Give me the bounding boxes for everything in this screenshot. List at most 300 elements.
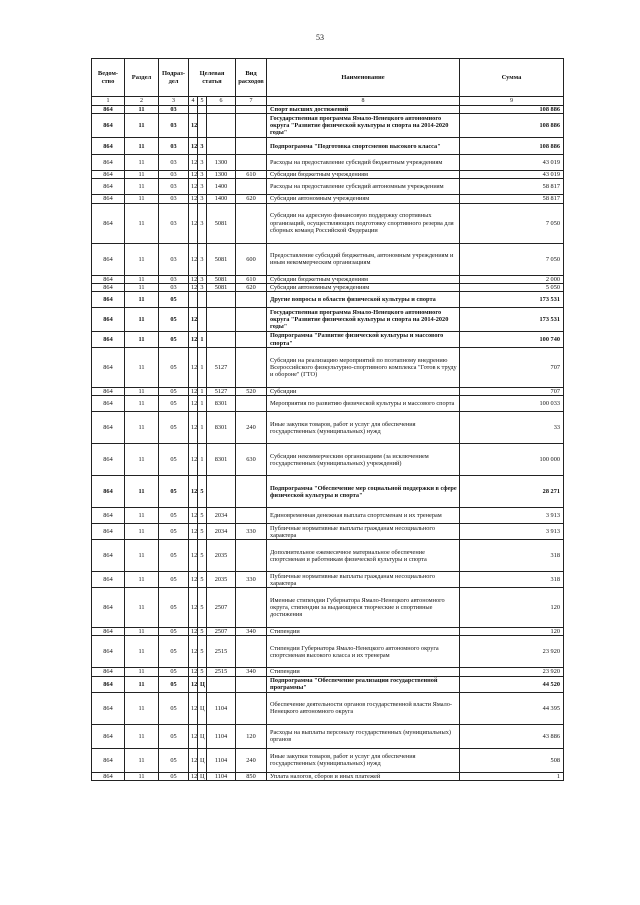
table-row: [92, 692, 564, 724]
cell-podrazdel: 05: [159, 524, 189, 540]
header-vid-rashodov: Вид расходов: [236, 59, 267, 97]
cell-razdel: 11: [125, 275, 159, 283]
cell-subprogram: 1: [198, 388, 207, 396]
cell-vedomstvo: 864: [92, 508, 125, 524]
cell-direction: 2515: [207, 636, 236, 668]
cell-direction: 2515: [207, 668, 236, 676]
column-number: 4: [189, 97, 198, 106]
cell-subprogram: 3: [198, 138, 207, 155]
cell-naimenovanie: Расходы на предоставление субсидий бюджетным учреждениям: [267, 155, 460, 171]
cell-program: 12: [189, 628, 198, 636]
cell-vedomstvo: 864: [92, 348, 125, 388]
cell-vid-rashodov: 610: [236, 171, 267, 179]
table-row: [92, 106, 564, 114]
cell-vedomstvo: 864: [92, 138, 125, 155]
cell-subprogram: [198, 114, 207, 138]
cell-vedomstvo: 864: [92, 106, 125, 114]
column-number: 7: [236, 97, 267, 106]
cell-program: 12: [189, 772, 198, 780]
cell-program: 12: [189, 195, 198, 203]
column-number: 9: [460, 97, 564, 106]
cell-vid-rashodov: [236, 636, 267, 668]
cell-vid-rashodov: [236, 396, 267, 412]
cell-vid-rashodov: 620: [236, 283, 267, 291]
cell-subprogram: 3: [198, 171, 207, 179]
cell-direction: [207, 332, 236, 348]
cell-subprogram: 3: [198, 243, 207, 275]
cell-podrazdel: 05: [159, 292, 189, 308]
cell-razdel: 11: [125, 476, 159, 508]
cell-subprogram: 3: [198, 179, 207, 195]
cell-subprogram: 5: [198, 636, 207, 668]
cell-podrazdel: 05: [159, 308, 189, 332]
cell-razdel: 11: [125, 748, 159, 772]
table-row: [92, 412, 564, 444]
cell-subprogram: 5: [198, 508, 207, 524]
cell-subprogram: Ц: [198, 692, 207, 724]
table-row: [92, 171, 564, 179]
cell-summa: 58 817: [460, 179, 564, 195]
cell-direction: [207, 676, 236, 692]
cell-podrazdel: 05: [159, 540, 189, 572]
column-number: 5: [198, 97, 207, 106]
table-row: [92, 396, 564, 412]
cell-podrazdel: 03: [159, 275, 189, 283]
cell-vid-rashodov: 600: [236, 243, 267, 275]
cell-direction: [207, 106, 236, 114]
cell-summa: 44 520: [460, 676, 564, 692]
cell-program: 12: [189, 308, 198, 332]
cell-subprogram: 1: [198, 348, 207, 388]
cell-vedomstvo: 864: [92, 412, 125, 444]
cell-summa: 28 271: [460, 476, 564, 508]
cell-vid-rashodov: 610: [236, 275, 267, 283]
cell-vid-rashodov: 620: [236, 195, 267, 203]
cell-subprogram: Ц: [198, 724, 207, 748]
cell-vedomstvo: 864: [92, 155, 125, 171]
cell-summa: 108 886: [460, 138, 564, 155]
cell-naimenovanie: Стипендии Губернатора Ямало-Ненецкого автономного округа спортсменам высокого класса и их тренерам: [267, 636, 460, 668]
cell-razdel: 11: [125, 412, 159, 444]
cell-direction: 1400: [207, 179, 236, 195]
cell-vedomstvo: 864: [92, 195, 125, 203]
cell-summa: 100 000: [460, 444, 564, 476]
cell-direction: 8301: [207, 412, 236, 444]
cell-vedomstvo: 864: [92, 676, 125, 692]
cell-summa: 108 886: [460, 114, 564, 138]
cell-subprogram: [198, 308, 207, 332]
cell-vedomstvo: 864: [92, 203, 125, 243]
cell-vid-rashodov: [236, 332, 267, 348]
table-row: [92, 628, 564, 636]
cell-subprogram: 3: [198, 155, 207, 171]
column-number: 6: [207, 97, 236, 106]
cell-vid-rashodov: [236, 308, 267, 332]
cell-podrazdel: 05: [159, 412, 189, 444]
table-row: [92, 138, 564, 155]
cell-subprogram: 5: [198, 524, 207, 540]
cell-vid-rashodov: [236, 476, 267, 508]
cell-naimenovanie: Стипендии: [267, 628, 460, 636]
cell-podrazdel: 03: [159, 155, 189, 171]
cell-program: 12: [189, 138, 198, 155]
table-row: [92, 155, 564, 171]
cell-naimenovanie: Спорт высших достижений: [267, 106, 460, 114]
cell-naimenovanie: Именные стипендии Губернатора Ямало-Ненецкого автономного округа, стипендии за выдающиеся творческие и спортивные достижения: [267, 588, 460, 628]
cell-vedomstvo: 864: [92, 275, 125, 283]
cell-vedomstvo: 864: [92, 171, 125, 179]
cell-summa: 173 531: [460, 292, 564, 308]
cell-naimenovanie: Дополнительное ежемесячное материальное обеспечение спортсменам и работникам физической культуры и спорта: [267, 540, 460, 572]
page-number: 53: [316, 33, 324, 42]
cell-vedomstvo: 864: [92, 572, 125, 588]
cell-vedomstvo: 864: [92, 292, 125, 308]
cell-summa: 44 395: [460, 692, 564, 724]
cell-subprogram: 5: [198, 572, 207, 588]
cell-podrazdel: 05: [159, 724, 189, 748]
cell-subprogram: Ц: [198, 772, 207, 780]
cell-naimenovanie: Подпрограмма "Подготовка спортсменов высокого класса": [267, 138, 460, 155]
cell-naimenovanie: Другие вопросы в области физической культуры и спорта: [267, 292, 460, 308]
cell-vedomstvo: 864: [92, 308, 125, 332]
cell-vid-rashodov: [236, 540, 267, 572]
cell-naimenovanie: Подпрограмма "Обеспечение мер социальной поддержки в сфере физической культуры и спорта": [267, 476, 460, 508]
cell-podrazdel: 05: [159, 628, 189, 636]
cell-summa: 120: [460, 588, 564, 628]
cell-naimenovanie: Государственная программа Ямало-Ненецкого автономного округа "Развитие физической культуры и спорта на 2014-2020 годы": [267, 114, 460, 138]
cell-subprogram: 1: [198, 396, 207, 412]
cell-podrazdel: 05: [159, 476, 189, 508]
cell-program: 12: [189, 444, 198, 476]
cell-vid-rashodov: 520: [236, 388, 267, 396]
cell-direction: [207, 114, 236, 138]
cell-razdel: 11: [125, 508, 159, 524]
cell-podrazdel: 03: [159, 195, 189, 203]
table-row: [92, 668, 564, 676]
table-row: [92, 275, 564, 283]
cell-program: 12: [189, 203, 198, 243]
column-number: 8: [267, 97, 460, 106]
cell-direction: 1300: [207, 171, 236, 179]
cell-vedomstvo: 864: [92, 283, 125, 291]
cell-razdel: 11: [125, 396, 159, 412]
header-row: [92, 59, 564, 97]
table-row: [92, 283, 564, 291]
cell-subprogram: 1: [198, 412, 207, 444]
cell-podrazdel: 05: [159, 348, 189, 388]
cell-podrazdel: 05: [159, 692, 189, 724]
cell-summa: 23 920: [460, 636, 564, 668]
cell-vedomstvo: 864: [92, 540, 125, 572]
header-summa: Сумма: [460, 59, 564, 97]
cell-podrazdel: 05: [159, 572, 189, 588]
cell-vid-rashodov: 240: [236, 412, 267, 444]
cell-razdel: 11: [125, 348, 159, 388]
cell-subprogram: 5: [198, 628, 207, 636]
cell-naimenovanie: Субсидии на адресную финансовую поддержку спортивных организаций, осуществляющих подготовку спортивного резерва для сборных команд Российской Федерации: [267, 203, 460, 243]
cell-direction: 2507: [207, 628, 236, 636]
cell-vid-rashodov: 850: [236, 772, 267, 780]
cell-vid-rashodov: [236, 179, 267, 195]
cell-direction: 1104: [207, 724, 236, 748]
cell-program: 12: [189, 348, 198, 388]
cell-naimenovanie: Субсидии некоммерческим организациям (за исключением государственных (муниципальных) учреждений): [267, 444, 460, 476]
table-row: [92, 588, 564, 628]
cell-program: [189, 292, 198, 308]
cell-podrazdel: 05: [159, 676, 189, 692]
table-row: [92, 540, 564, 572]
cell-razdel: 11: [125, 195, 159, 203]
cell-summa: 120: [460, 628, 564, 636]
cell-subprogram: 5: [198, 476, 207, 508]
cell-vedomstvo: 864: [92, 243, 125, 275]
cell-naimenovanie: Расходы на выплаты персоналу государственных (муниципальных) органов: [267, 724, 460, 748]
cell-direction: 1400: [207, 195, 236, 203]
cell-direction: 5081: [207, 243, 236, 275]
cell-summa: 707: [460, 348, 564, 388]
cell-direction: [207, 138, 236, 155]
cell-vedomstvo: 864: [92, 444, 125, 476]
cell-vedomstvo: 864: [92, 179, 125, 195]
cell-razdel: 11: [125, 203, 159, 243]
cell-direction: 5081: [207, 203, 236, 243]
cell-razdel: 11: [125, 668, 159, 676]
cell-summa: 173 531: [460, 308, 564, 332]
cell-program: 12: [189, 692, 198, 724]
cell-naimenovanie: Иные закупки товаров, работ и услуг для обеспечения государственных (муниципальных) нужд: [267, 748, 460, 772]
cell-program: 12: [189, 396, 198, 412]
cell-vid-rashodov: 340: [236, 628, 267, 636]
cell-program: 12: [189, 540, 198, 572]
cell-razdel: 11: [125, 524, 159, 540]
cell-razdel: 11: [125, 179, 159, 195]
cell-podrazdel: 03: [159, 171, 189, 179]
cell-razdel: 11: [125, 444, 159, 476]
cell-summa: 3 913: [460, 508, 564, 524]
table-row: [92, 114, 564, 138]
table-row: [92, 195, 564, 203]
cell-podrazdel: 03: [159, 138, 189, 155]
cell-naimenovanie: Субсидии автономным учреждениям: [267, 195, 460, 203]
cell-naimenovanie: Публичные нормативные выплаты гражданам несоциального характера: [267, 524, 460, 540]
cell-razdel: 11: [125, 332, 159, 348]
cell-vedomstvo: 864: [92, 332, 125, 348]
cell-direction: 2034: [207, 508, 236, 524]
cell-summa: 508: [460, 748, 564, 772]
cell-summa: 318: [460, 540, 564, 572]
table-row: [92, 348, 564, 388]
cell-direction: 2507: [207, 588, 236, 628]
table-row: [92, 388, 564, 396]
cell-vedomstvo: 864: [92, 772, 125, 780]
cell-summa: 43 886: [460, 724, 564, 748]
cell-podrazdel: 03: [159, 243, 189, 275]
cell-razdel: 11: [125, 636, 159, 668]
cell-vedomstvo: 864: [92, 748, 125, 772]
column-number-row: [92, 97, 564, 106]
cell-summa: 5 050: [460, 283, 564, 291]
cell-summa: 7 050: [460, 203, 564, 243]
cell-program: 12: [189, 171, 198, 179]
cell-program: 12: [189, 114, 198, 138]
cell-vedomstvo: 864: [92, 396, 125, 412]
cell-subprogram: 5: [198, 540, 207, 572]
cell-program: 12: [189, 676, 198, 692]
cell-podrazdel: 03: [159, 179, 189, 195]
cell-program: 12: [189, 332, 198, 348]
cell-program: 12: [189, 724, 198, 748]
table-row: [92, 332, 564, 348]
budget-table: [91, 58, 564, 781]
cell-summa: 7 050: [460, 243, 564, 275]
cell-summa: 100 740: [460, 332, 564, 348]
cell-program: 12: [189, 668, 198, 676]
cell-summa: 108 886: [460, 106, 564, 114]
cell-podrazdel: 05: [159, 772, 189, 780]
cell-vedomstvo: 864: [92, 524, 125, 540]
cell-vid-rashodov: 120: [236, 724, 267, 748]
table-row: [92, 724, 564, 748]
cell-summa: 707: [460, 388, 564, 396]
cell-razdel: 11: [125, 106, 159, 114]
cell-subprogram: [198, 106, 207, 114]
cell-naimenovanie: Субсидии бюджетным учреждениям: [267, 275, 460, 283]
cell-naimenovanie: Подпрограмма "Развитие физической культуры и массового спорта": [267, 332, 460, 348]
cell-vid-rashodov: [236, 348, 267, 388]
cell-program: 12: [189, 275, 198, 283]
cell-naimenovanie: Уплата налогов, сборов и иных платежей: [267, 772, 460, 780]
column-number: 1: [92, 97, 125, 106]
cell-subprogram: 3: [198, 195, 207, 203]
cell-naimenovanie: Мероприятия по развитию физической культуры и массового спорта: [267, 396, 460, 412]
cell-vedomstvo: 864: [92, 668, 125, 676]
cell-vid-rashodov: [236, 106, 267, 114]
cell-program: 12: [189, 588, 198, 628]
cell-program: 12: [189, 476, 198, 508]
cell-naimenovanie: Иные закупки товаров, работ и услуг для обеспечения государственных (муниципальных) нужд: [267, 412, 460, 444]
cell-vid-rashodov: [236, 114, 267, 138]
cell-naimenovanie: Субсидии: [267, 388, 460, 396]
cell-direction: [207, 476, 236, 508]
cell-razdel: 11: [125, 308, 159, 332]
cell-subprogram: 3: [198, 203, 207, 243]
header-podrazdel: Подраз-дел: [159, 59, 189, 97]
cell-naimenovanie: Расходы на предоставление субсидий автономным учреждениям: [267, 179, 460, 195]
table-row: [92, 476, 564, 508]
cell-razdel: 11: [125, 724, 159, 748]
cell-vid-rashodov: 630: [236, 444, 267, 476]
table-row: [92, 676, 564, 692]
cell-program: 12: [189, 155, 198, 171]
cell-summa: 318: [460, 572, 564, 588]
cell-direction: 5127: [207, 348, 236, 388]
table-row: [92, 444, 564, 476]
cell-razdel: 11: [125, 138, 159, 155]
cell-vedomstvo: 864: [92, 692, 125, 724]
cell-direction: 1104: [207, 692, 236, 724]
cell-vid-rashodov: 340: [236, 668, 267, 676]
cell-summa: 33: [460, 412, 564, 444]
cell-subprogram: Ц: [198, 748, 207, 772]
cell-summa: 43 019: [460, 171, 564, 179]
cell-vid-rashodov: [236, 692, 267, 724]
cell-vedomstvo: 864: [92, 476, 125, 508]
cell-direction: 5127: [207, 388, 236, 396]
cell-naimenovanie: Обеспечение деятельности органов государственной власти Ямало-Ненецкого автономного округа: [267, 692, 460, 724]
cell-program: 12: [189, 508, 198, 524]
cell-podrazdel: 03: [159, 114, 189, 138]
cell-razdel: 11: [125, 540, 159, 572]
cell-subprogram: Ц: [198, 676, 207, 692]
cell-summa: 43 019: [460, 155, 564, 171]
cell-razdel: 11: [125, 588, 159, 628]
cell-podrazdel: 03: [159, 283, 189, 291]
cell-naimenovanie: Субсидии на реализацию мероприятий по поэтапному внедрению Всероссийского физкультурно-спортивного комплекса "Готов к труду и обороне" (ГТО): [267, 348, 460, 388]
cell-razdel: 11: [125, 628, 159, 636]
cell-vedomstvo: 864: [92, 724, 125, 748]
header-celevaya-statya: Целевая статья: [189, 59, 236, 97]
cell-razdel: 11: [125, 388, 159, 396]
cell-program: 12: [189, 179, 198, 195]
cell-podrazdel: 03: [159, 203, 189, 243]
cell-direction: 1104: [207, 772, 236, 780]
cell-razdel: 11: [125, 572, 159, 588]
cell-vid-rashodov: [236, 508, 267, 524]
cell-direction: 2035: [207, 572, 236, 588]
cell-podrazdel: 05: [159, 388, 189, 396]
header-razdel: Раздел: [125, 59, 159, 97]
cell-podrazdel: 05: [159, 332, 189, 348]
cell-vedomstvo: 864: [92, 588, 125, 628]
table-row: [92, 572, 564, 588]
cell-program: 12: [189, 636, 198, 668]
cell-vid-rashodov: [236, 203, 267, 243]
cell-summa: 58 817: [460, 195, 564, 203]
cell-program: 12: [189, 524, 198, 540]
cell-razdel: 11: [125, 772, 159, 780]
cell-direction: 2035: [207, 540, 236, 572]
cell-naimenovanie: Субсидии автономным учреждениям: [267, 283, 460, 291]
cell-podrazdel: 05: [159, 396, 189, 412]
cell-direction: 8301: [207, 396, 236, 412]
cell-summa: 3 913: [460, 524, 564, 540]
cell-subprogram: [198, 292, 207, 308]
cell-direction: 5081: [207, 283, 236, 291]
cell-podrazdel: 05: [159, 508, 189, 524]
cell-vid-rashodov: [236, 676, 267, 692]
cell-podrazdel: 03: [159, 106, 189, 114]
cell-program: 12: [189, 283, 198, 291]
cell-subprogram: 3: [198, 275, 207, 283]
cell-subprogram: 5: [198, 588, 207, 628]
header-naimenovanie: Наименование: [267, 59, 460, 97]
cell-naimenovanie: Подпрограмма "Обеспечение реализации государственной программы": [267, 676, 460, 692]
cell-direction: [207, 292, 236, 308]
cell-razdel: 11: [125, 692, 159, 724]
cell-podrazdel: 05: [159, 748, 189, 772]
cell-podrazdel: 05: [159, 668, 189, 676]
cell-direction: 5081: [207, 275, 236, 283]
cell-naimenovanie: Публичные нормативные выплаты гражданам несоциального характера: [267, 572, 460, 588]
cell-subprogram: 1: [198, 332, 207, 348]
table-row: [92, 524, 564, 540]
header-vedomstvo: Ведом-ство: [92, 59, 125, 97]
cell-summa: 100 033: [460, 396, 564, 412]
cell-podrazdel: 05: [159, 636, 189, 668]
cell-naimenovanie: Субсидии бюджетным учреждениям: [267, 171, 460, 179]
table-row: [92, 243, 564, 275]
cell-program: 12: [189, 572, 198, 588]
